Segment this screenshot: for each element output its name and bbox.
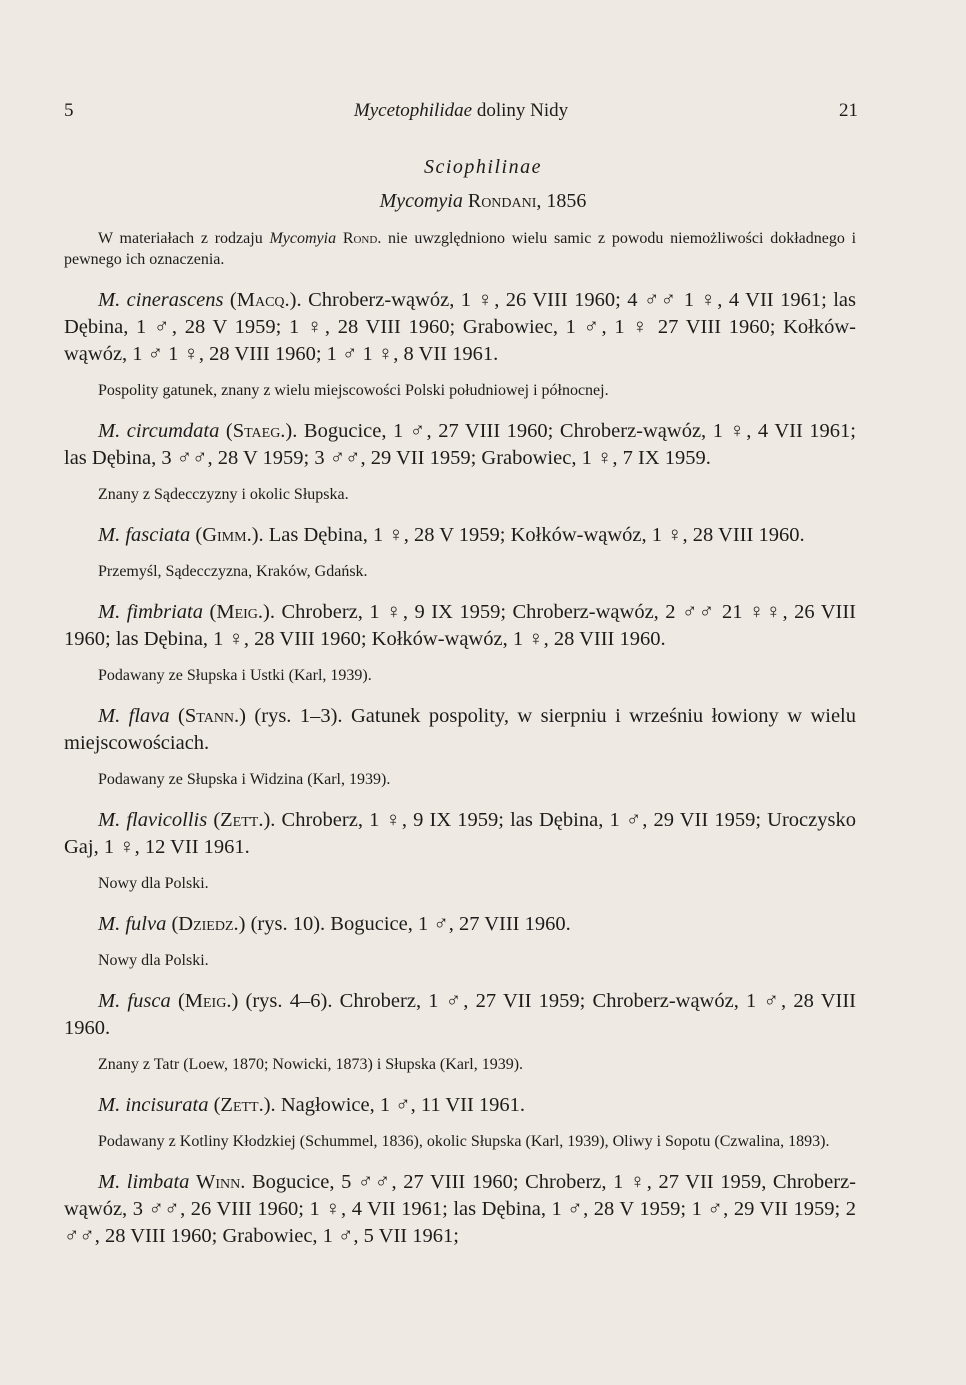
species-author: Winn.	[196, 1171, 246, 1193]
page-number-right: 21	[839, 100, 858, 121]
species-records: Chroberz, 1 ♀, 9 IX 1959; Chroberz-wąwóz, 2 ♂♂ 21 ♀♀, 26 VIII 1960; las Dębina, 1 ♀, 28 VIII 1960; Kołków-wąwóz, 1 ♀, 28 VIII 1960.	[64, 601, 856, 650]
running-title-rest: doliny Nidy	[476, 100, 569, 121]
species-note: Przemyśl, Sądecczyzna, Kraków, Gdańsk.	[98, 563, 368, 580]
running-header	[64, 100, 858, 130]
species-note: Nowy dla Polski.	[98, 952, 209, 969]
species-author: (Stann.)	[178, 705, 246, 727]
species-name: M. incisurata	[98, 1094, 209, 1116]
species-author: (Zett.).	[213, 1094, 276, 1116]
species-entry	[64, 599, 856, 653]
species-note: Nowy dla Polski.	[98, 875, 209, 892]
species-entry	[64, 1092, 856, 1119]
species-records: (rys. 4–6). Chroberz, 1 ♂, 27 VII 1959; Chroberz-wąwóz, 1 ♂, 28 VIII 1960.	[64, 990, 856, 1039]
species-records: Bogucice, 1 ♂, 27 VIII 1960; Chroberz-wąwóz, 1 ♀, 4 VII 1961; las Dębina, 3 ♂♂, 28 V 1959; 3 ♂♂, 29 VII 1959; Grabowiec, 1 ♀, 7 IX 1959.	[64, 420, 857, 469]
species-note: Znany z Tatr (Loew, 1870; Nowicki, 1873) i Słupska (Karl, 1939).	[98, 1056, 524, 1073]
species-entry	[64, 807, 856, 861]
article-body	[64, 228, 856, 1250]
intro-paragraph	[64, 228, 856, 270]
species-note: Znany z Sądecczyzny i okolic Słupska.	[98, 486, 349, 503]
intro-text-post: nie uwzględniono wielu samic z powodu niemożliwości dokładnego i pewnego ich oznaczenia.	[64, 230, 857, 268]
species-name: M. fimbriata	[98, 601, 204, 623]
species-author: (Meig.).	[209, 601, 275, 623]
genus-author: Rondani	[467, 190, 537, 212]
species-entry	[64, 1169, 856, 1250]
species-note: Podawany ze Słupska i Widzina (Karl, 1939).	[98, 771, 391, 788]
species-records: Chroberz, 1 ♀, 9 IX 1959; las Dębina, 1 ♂, 29 VII 1959; Uroczysko Gaj, 1 ♀, 12 VII 1961.	[64, 809, 856, 858]
species-entry	[64, 703, 856, 757]
species-author: (Dziedz.)	[171, 913, 246, 935]
species-author: (Gimm.).	[195, 524, 264, 546]
species-records: Las Dębina, 1 ♀, 28 V 1959; Kołków-wąwóz, 1 ♀, 28 VIII 1960.	[263, 524, 805, 546]
species-author: (Staeg.).	[225, 420, 298, 442]
species-note: Pospolity gatunek, znany z wielu miejscowości Polski południowej i północnej.	[98, 382, 609, 399]
species-name: M. fulva	[98, 913, 167, 935]
species-entry	[64, 287, 856, 368]
genus-year: , 1856	[536, 190, 587, 212]
genus-name: Mycomyia	[379, 190, 463, 212]
species-records: (rys. 1–3). Gatunek pospolity, w sierpniu i wrześniu łowiony w wielu miejscowościach.	[64, 705, 856, 754]
page-number-left: 5	[64, 100, 74, 121]
species-note: Podawany ze Słupska i Ustki (Karl, 1939).	[98, 667, 372, 684]
species-name: M. fusca	[98, 990, 171, 1012]
intro-text-pre: W materiałach z rodzaju	[98, 230, 270, 247]
species-records: Nagłowice, 1 ♂, 11 VII 1961.	[275, 1094, 526, 1116]
running-title	[64, 100, 858, 122]
species-note: Podawany z Kotliny Kłodzkiej (Schummel, 1836), okolic Słupska (Karl, 1939), Oliwy i Sopotu (Czwalina, 1893).	[98, 1133, 830, 1150]
species-name: M. flavicollis	[98, 809, 208, 831]
species-name: M. fasciata	[98, 524, 191, 546]
species-name: M. cinerascens	[98, 289, 224, 311]
species-records: Chroberz-wąwóz, 1 ♀, 26 VIII 1960; 4 ♂♂ 1 ♀, 4 VII 1961; las Dębina, 1 ♂, 28 V 1959; 1 ♀, 28 VIII 1960; Grabowiec, 1 ♂, 1 ♀ 27 VIII 1960; Kołków-wąwóz, 1 ♂ 1 ♀, 28 VIII 1960; 1 ♂ 1 ♀, 8 VII 1961.	[64, 289, 857, 365]
species-entry	[64, 522, 856, 549]
running-title-genus: Mycetophilidae	[353, 100, 473, 121]
species-name: M. flava	[98, 705, 170, 727]
species-records: (rys. 10). Bogucice, 1 ♂, 27 VIII 1960.	[245, 913, 571, 935]
species-entry	[64, 988, 856, 1042]
species-author: (Meig.)	[177, 990, 239, 1012]
intro-genus: Mycomyia	[269, 230, 337, 247]
species-entry	[64, 418, 856, 472]
genus-heading	[0, 190, 966, 213]
species-author: (Macq.).	[229, 289, 302, 311]
subfamily-heading: Sciophilinae	[424, 156, 542, 178]
species-entry	[64, 911, 856, 938]
species-name: M. limbata	[98, 1171, 190, 1193]
species-author: (Zett.).	[213, 809, 276, 831]
species-records: Bogucice, 5 ♂♂, 27 VIII 1960; Chroberz, 1 ♀, 27 VII 1959, Chroberz-wąwóz, 3 ♂♂, 26 VIII 1960; 1 ♀, 4 VII 1961; las Dębina, 1 ♂, 28 V 1959; 1 ♂, 29 VII 1959; 2 ♂♂, 28 VIII 1960; Grabowiec, 1 ♂, 5 VII 1961;	[64, 1171, 857, 1247]
intro-author: Rond.	[342, 230, 382, 247]
species-name: M. circumdata	[98, 420, 220, 442]
